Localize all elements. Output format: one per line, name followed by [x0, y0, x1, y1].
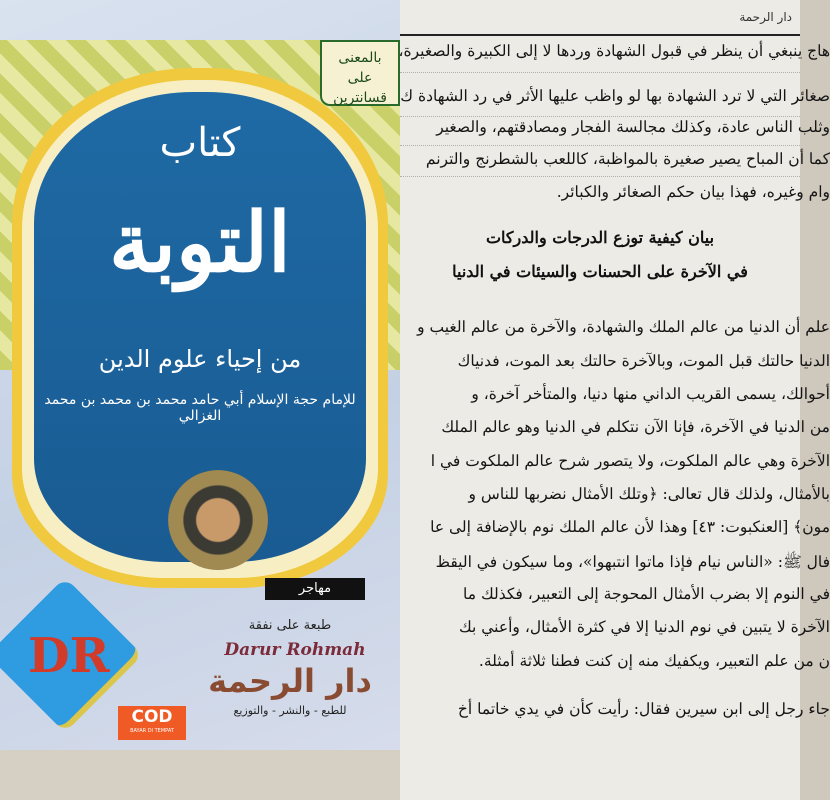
printed-by: طبعة على نفقة	[248, 618, 332, 633]
book-cover	[0, 0, 400, 750]
text-line: فال ﷺ: «الناس نيام فإذا ماتوا انتبهوا»، وما سيكون في اليقظ	[435, 553, 830, 571]
cod-label: COD	[131, 707, 173, 727]
text-line: الآخرة لا يتبين في نوم الدنيا إلا في كثرة الأمثال، وأعني بك	[458, 618, 830, 636]
text-line: صغائر التي لا ترد الشهادة بها لو واظب عليها الأثر في رد الشهادة ك	[400, 87, 830, 105]
text-line: أحوالك، يسمى القريب الداني منها دنيا، والمتأخر آخرة، و	[471, 385, 830, 403]
badge-line: بالمعنى	[338, 50, 382, 66]
kitab-label: كتاب	[159, 120, 241, 166]
section-heading: في الآخرة على الحسنات والسيئات في الدنيا	[452, 262, 748, 281]
book-page	[398, 0, 830, 800]
handwritten-gloss	[400, 72, 800, 80]
text-line: وام وغيره، فهذا بيان حكم الصغائر والكبائر.	[556, 183, 830, 201]
text-line: مون﴾ [العنكبوت: ٤٣] وهذا لأن عالم الملك نوم بالإضافة إلى عا	[430, 518, 830, 536]
publisher-latin: Darur Rohmah	[224, 640, 366, 660]
text-line: هاج ينبغي أن ينظر في قبول الشهادة وردها لا إلى الكبيرة والصغيرة،	[398, 42, 830, 60]
text-line: الدنيا حالتك قبل الموت، وبالآخرة حالتك بعد الموت، فدنياك	[457, 352, 830, 370]
publisher-arabic: دار الرحمة	[208, 662, 372, 700]
cod-badge	[118, 706, 186, 740]
header-rule	[400, 34, 800, 36]
section-heading: بيان كيفية توزع الدرجات والدركات	[485, 228, 715, 247]
muhajir-label: مهاجر	[265, 578, 365, 600]
book-author: للإمام حجة الإسلام أبي حامد محمد بن محمد بن محمد الغزالي	[44, 392, 356, 424]
cod-sublabel: BAYAR DI TEMPAT	[130, 728, 174, 734]
book-title: التوبة	[109, 195, 291, 291]
text-line: الآخرة وهي عالم الملكوت، ولا يتصور شرح عالم الملكوت في ا	[430, 452, 830, 470]
text-line: وثلب الناس عادة، وكذلك مجالسة الفجار ومصادقتهم، والصغير	[436, 118, 830, 136]
ornament-medallion-icon	[168, 470, 268, 570]
text-line: علم أن الدنيا من عالم الملك والشهادة، والآخرة من عالم الغيب و	[417, 318, 830, 336]
text-line: كما أن المباح يصير صغيرة بالمواظبة، كاللعب بالشطرنج والترنم	[425, 150, 830, 168]
text-line: من الدنيا في الآخرة، فإنا الآن نتكلم في الدنيا وهو عالم الملك	[441, 418, 830, 436]
book-subtitle: من إحياء علوم الدين	[98, 345, 302, 373]
table-surface	[0, 750, 400, 800]
publisher-tagline: للطبع - والنشر - والتوزيع	[233, 704, 347, 717]
page-header: دار الرحمة	[739, 10, 792, 24]
text-line: بالأمثال، ولذلك قال تعالى: ﴿وتلك الأمثال نضربها للناس و	[468, 485, 830, 503]
text-line: في النوم إلا بضرب الأمثال المحوجة إلى التعبير، فكذلك ما	[463, 585, 830, 603]
text-line: ن من علم التعبير، ويكفيك منه إن كنت فطنا ثلاثة أمثلة.	[478, 652, 830, 670]
badge-line: على قسانترين	[333, 70, 387, 106]
text-line: جاء رجل إلى ابن سيرين فقال: رأيت كأن في يدي خاتما أخ	[457, 700, 830, 718]
dr-logo-text: DR	[28, 628, 110, 684]
